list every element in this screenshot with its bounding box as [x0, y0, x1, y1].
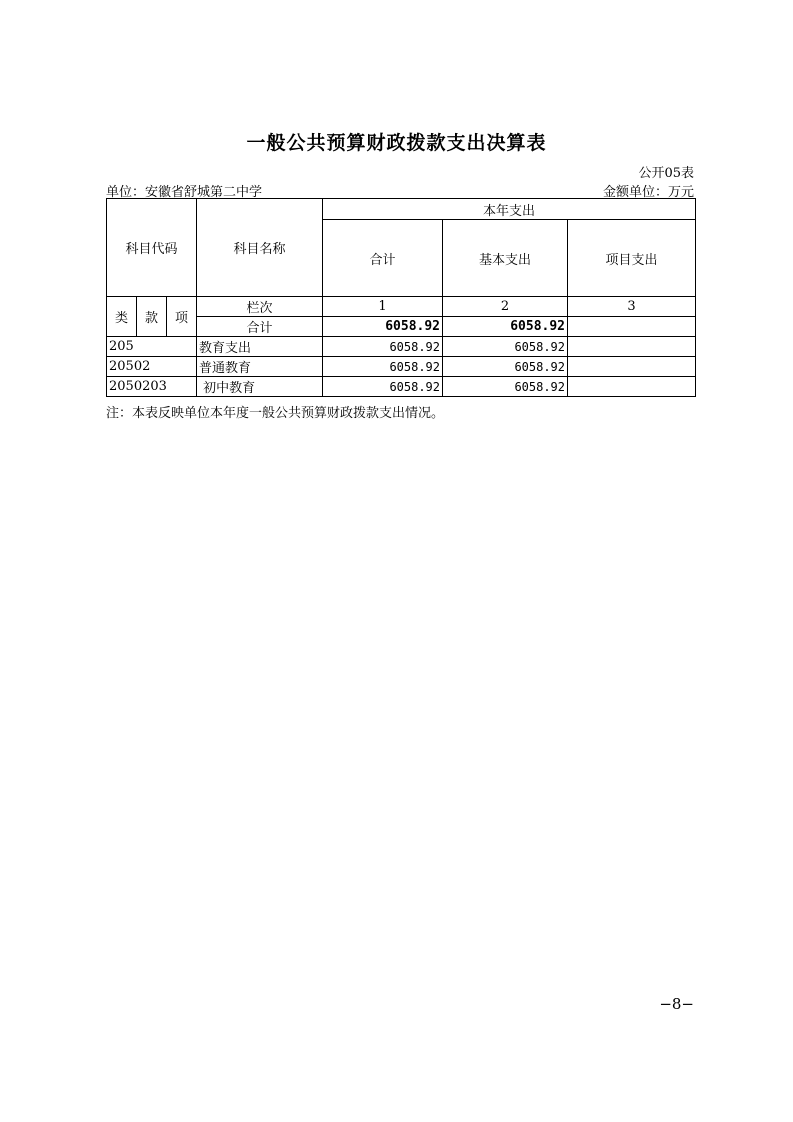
header-lei: 类 — [107, 297, 137, 337]
row-total: 6058.92 — [323, 377, 443, 397]
page-number: −8− — [659, 995, 694, 1013]
header-year-expenditure: 本年支出 — [323, 199, 696, 220]
row-project — [568, 377, 696, 397]
table-row — [107, 337, 696, 357]
header-project-expenditure: 项目支出 — [568, 220, 696, 297]
total-row-total: 6058.92 — [323, 317, 443, 337]
header-xiang: 项 — [167, 297, 197, 337]
row-basic: 6058.92 — [443, 337, 568, 357]
row-code: 2050203 — [107, 377, 197, 397]
row-code: 205 — [107, 337, 197, 357]
column-index-3: 3 — [568, 297, 696, 317]
table-note: 注：本表反映单位本年度一般公共预算财政拨款支出情况。 — [106, 406, 445, 421]
amount-unit: 金额单位：万元 — [602, 185, 694, 200]
form-number: 公开05表 — [638, 166, 694, 181]
header-column-index-label: 栏次 — [197, 297, 323, 317]
table-row — [107, 377, 696, 397]
column-index-1: 1 — [323, 297, 443, 317]
row-project — [568, 337, 696, 357]
row-name: 初中教育 — [197, 377, 323, 397]
total-row-basic: 6058.92 — [443, 317, 568, 337]
table-row — [107, 357, 696, 377]
total-row-project — [568, 317, 696, 337]
row-total: 6058.92 — [323, 357, 443, 377]
row-code: 20502 — [107, 357, 197, 377]
header-basic-expenditure: 基本支出 — [443, 220, 568, 297]
header-subject-code: 科目代码 — [107, 199, 197, 297]
header-subject-name: 科目名称 — [197, 199, 323, 297]
row-basic: 6058.92 — [443, 357, 568, 377]
column-index-2: 2 — [443, 297, 568, 317]
row-basic: 6058.92 — [443, 377, 568, 397]
header-total: 合计 — [323, 220, 443, 297]
row-name: 普通教育 — [197, 357, 323, 377]
header-kuan: 款 — [137, 297, 167, 337]
expenditure-table — [106, 198, 696, 397]
row-name: 教育支出 — [197, 337, 323, 357]
row-total: 6058.92 — [323, 337, 443, 357]
organization-unit: 单位：安徽省舒城第二中学 — [106, 185, 263, 200]
total-row-label: 合计 — [197, 317, 323, 337]
page-title: 一般公共预算财政拨款支出决算表 — [246, 132, 547, 154]
row-project — [568, 357, 696, 377]
